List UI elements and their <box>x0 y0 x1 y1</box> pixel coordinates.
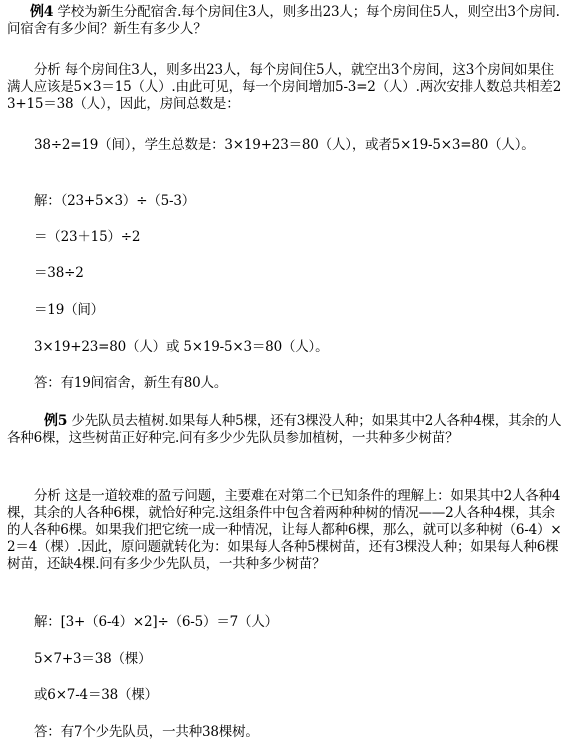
example5-solution-line-1: 解：[3+（6-4）×2]÷（6-5）＝7（人） <box>34 614 278 630</box>
example4-label: 例4 <box>30 4 54 20</box>
example4-analysis: 分析 每个房间住3人，则多出23人，每个房间住5人，就空出3个房间，这3个房间如果住满人应该是5×3＝15（人）.由此可见，每一个房间增加5-3=2（人）.两次安排人数总共相差23+15＝38（人），因此，房间总数是： <box>7 62 562 112</box>
example5-question <box>7 413 563 447</box>
example4-solution-line-1: 解：（23+5×3）÷（5-3） <box>34 193 196 209</box>
example5-solution-line-2: 5×7+3＝38（棵） <box>34 651 152 667</box>
example4-question <box>7 4 563 38</box>
example4-solution-line-5: 3×19+23=80（人）或 5×19-5×3＝80（人）。 <box>34 339 329 355</box>
example4-question-text: 学校为新生分配宿舍.每个房间住3人，则多出23人；每个房间住5人，则空出3个房间.问宿舍有多少间？新生有多少人？ <box>7 4 560 37</box>
example5-solution-line-3: 或6×7-4＝38（棵） <box>34 687 158 703</box>
example5-answer: 答：有7个少先队员，一共种38棵树。 <box>34 724 259 740</box>
example5-question-text: 少先队员去植树.如果每人种5棵，还有3棵没人种；如果其中2人各种4棵，其余的人各种6棵，这些树苗正好种完.问有多少少先队员参加植树，一共种多少树苗？ <box>7 413 562 446</box>
example4-solution-line-4: ＝19（间） <box>34 302 104 318</box>
example4-solution-line-2: ＝（23＋15）÷2 <box>34 229 141 245</box>
example4-calc: 38÷2=19（间），学生总数是：3×19+23＝80（人），或者5×19-5×3=80（人）。 <box>34 137 535 153</box>
example5-analysis: 分析 这是一道较难的盈亏问题，主要难在对第二个已知条件的理解上：如果其中2人各种4棵，其余的人各种6棵，就恰好种完.这组条件中包含着两种种树的情况——2人各种4棵，其余的人各种6棵。如果我们把它统一成一种情况，让每人都种6棵，那么，就可以多种树（6-4）×2＝4（棵）.因此，原问题就转化为：如果每人各种5棵树苗，还有3棵没人种；如果每人种6棵树苗，还缺4棵.问有多少少先队员，一共种多少树苗？ <box>7 488 562 572</box>
example4-solution-line-3: ＝38÷2 <box>34 265 84 281</box>
example5-label: 例5 <box>44 413 68 429</box>
example4-answer: 答：有19间宿舍，新生有80人。 <box>34 375 228 391</box>
